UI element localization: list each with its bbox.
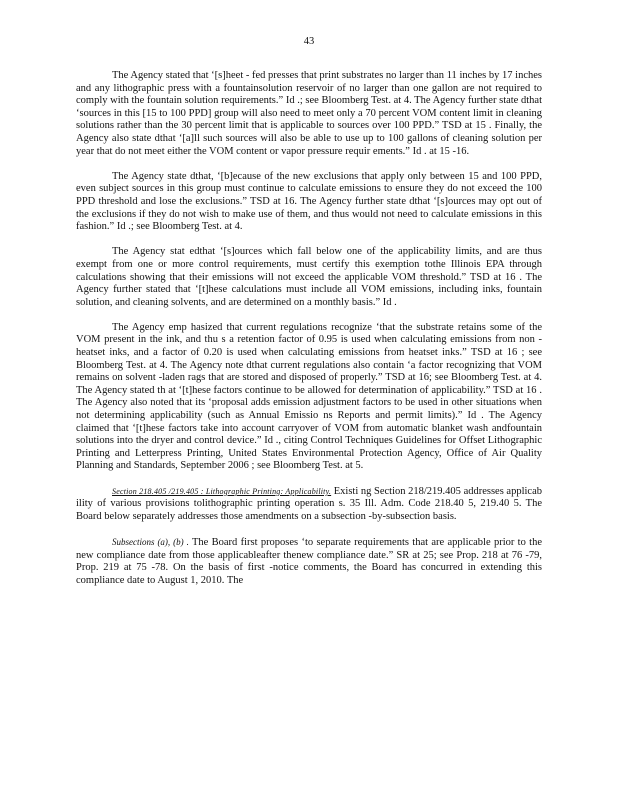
paragraph-retention-factors-intro: The Agency stated that ‘[s]heet - fed presses that print substrates no larger than 11 inches by 17 inches and any lithographic press with a fountainsolution reservoir of no larger than one gallon are not required to comply with the fountain solution requirements.” Id .; see Bloomberg Test. at 4. The Agency further state dthat ‘sources in this [15 to 100 PPD] group will also need to meet only a 70 percent VOM content limit in cleaning solutions rather than the 30 percent limit that is applicable to sources over 100 PPD.” TSD at 15 . Finally, the Agency also state dthat ‘[a]ll such sources will also be able to use up to 100 gallons of cleaning solution per year that do not meet either the VOM content or vapor pressure requir ements.” Id . at 15 -16. [76,70,542,157]
paragraph-certification: The Agency stat edthat ‘[s]ources which fall below one of the applicability limits, and are thus exempt from one or more control requirements, must certify this exemption tothe Illinois EPA through calculations showing that their emissions will not exceed the applicable VOM threshold.” TSD at 16 . The Agency further stated that ‘[t]hese calculations must include all VOM emissions, including inks, fountain solution, and cleaning solvents, and are determined on a monthly basis.” Id . [76,246,542,308]
paragraph-retention-factors: The Agency emp hasized that current regulations recognize ‘that the substrate retains some of the VOM present in the ink, and thu s a retention factor of 0.95 is used when calculating emissions from non -heatset inks, and a factor of 0.20 is used when calculating emissions from heatset inks.” TSD at 16 ; see Bloomberg Test. at 4. The Agency note dthat current regulations also contain ‘a factor recognizing that VOM remains on solvent -laden rags that are stored and disposed of properly.” TSD at 16; see Bloomberg Test. at 4. The Agency stated th at ‘[t]hese factors continue to be allowed for determination of applicability.” TSD at 16 . The Agency also noted that its ‘proposal adds emission adjustment factors to be used in other situations when not determining applicability (such as Annual Emissio ns Reports and permit limits).” Id . The Agency claimed that ‘[t]hese factors take into account carryover of VOM from automatic blanket wash andfountain solutions into the dryer and control device.” Id ., citing Control Techniques Guidelines for Offset Lithographic Printing and Letterpress Printing, United States Environmental Protection Agency, Office of Air Quality Planning and Standards, September 2006 ; see Bloomberg Test. at 5. [76,321,542,472]
section-paragraph [76,486,542,524]
body-text [76,70,542,600]
section-text: Existi ng Section 218/219.405 addresses applicab ility of various provisions tolithographic printing operation s. 35 Ill. Adm. Code 218.40 5, 219.40 5. The Board below separately addresses those amendments on a subsection -by-subsection basis. [76,485,542,522]
section-heading: Section 218.405 /219.405 : Lithographic Printing: Applicability. [112,486,332,496]
page-number: 43 [303,36,315,47]
subsection-paragraph [76,536,542,587]
paragraph-exclusions: The Agency state dthat, ‘[b]ecause of the new exclusions that apply only between 15 and 100 PPD, even subject sources in this group must continue to calculate emissions to ensure they do not exceed the 100 PPD threshold and lose the exclusions.” TSD at 16. The Agency further state dthat ‘[s]ources may opt out of the exclusions if they do not wish to make use of them, and thus would not need to calculate emissions in this fashion.” Id .; see Bloomberg Test. at 4. [76,170,542,233]
subsection-text: The Board first proposes ‘to separate requirements that are applicable prior to the new compliance date from those applicableafter thenew compliance date.” SR at 25; see Prop. 218 at 76 -79, Prop. 219 at 75 -78. On the basis of first -notice comments, the Board has concurred in extending this compliance date to August 1, 2010. The [76,536,542,586]
subsection-heading: Subsections (a), (b) . [112,536,189,547]
